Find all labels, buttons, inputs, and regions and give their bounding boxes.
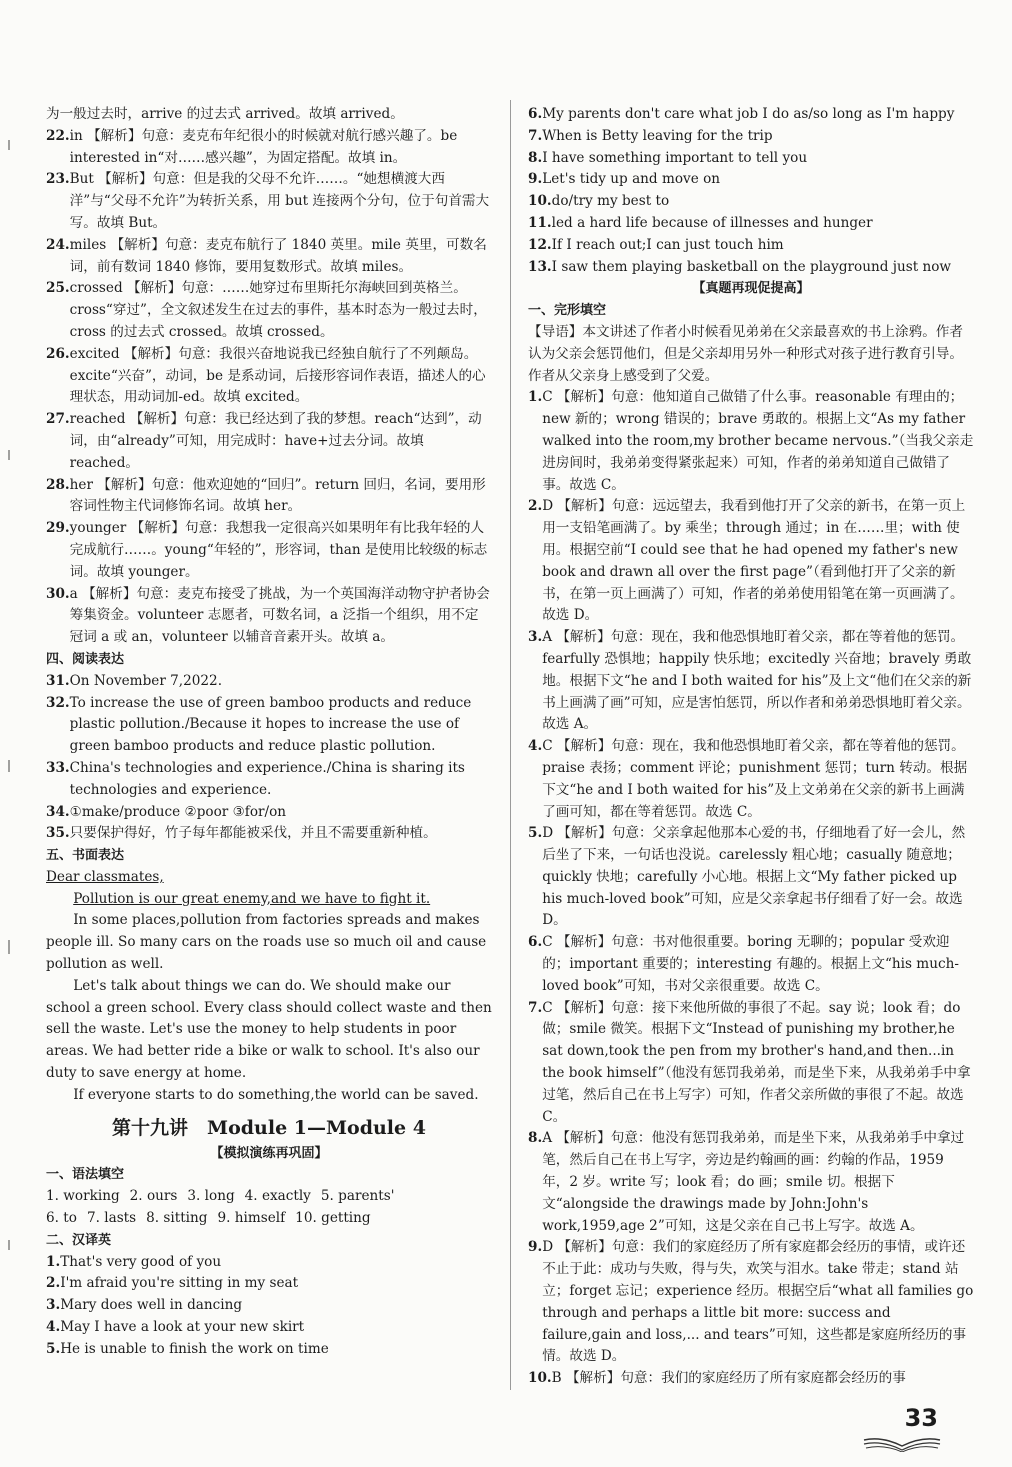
section-heading-cloze: 一、完形填空 xyxy=(528,303,607,319)
left-column xyxy=(46,104,492,1361)
answer-list xyxy=(46,104,492,649)
grammar-answer: 10. getting xyxy=(295,1210,371,1227)
essay-paragraph: If everyone starts to do something,the world can be saved. xyxy=(73,1086,479,1103)
page-number: 33 xyxy=(904,1404,938,1432)
list-item: 34. ①make/produce ②poor ③for/on xyxy=(46,803,287,820)
section-banner: 【真题再现促提高】 xyxy=(692,281,810,297)
list-item: 28. her 【解析】句意：他欢迎她的“回归”。return 回归，名词，要用形容词性物主代词修饰名词。故填 her。 xyxy=(46,476,486,515)
list-item: 13. I saw them playing basketball on the playground just now xyxy=(528,258,952,275)
binding-marks-icon xyxy=(4,120,14,1400)
list-item: 35. 只要保护得好，竹子每年都能被采伐，并且不需要重新种植。 xyxy=(46,825,437,842)
grammar-answer: 8. sitting xyxy=(146,1210,208,1227)
grammar-answer: 3. long xyxy=(187,1188,235,1205)
list-item: 为一般过去时，arrive 的过去式 arrived。故填 arrived。 xyxy=(46,106,404,122)
open-book-icon xyxy=(862,1436,942,1452)
list-item: 26. excited 【解析】句意：我很兴奋地说我已经独自航行了不列颠岛。excite“兴奋”，动词，be 是系动词，后接形容词作表语，描述人的心理状态，用动词加-ed。故填 excited。 xyxy=(46,345,486,406)
column-divider xyxy=(510,100,511,1390)
list-item: 2. I'm afraid you're sitting in my seat xyxy=(46,1275,299,1292)
list-item: 3. A 【解析】句意：现在，我和他恐惧地盯着父亲，都在等着他的惩罚。fearfully 恐惧地；happily 快乐地；excitedly 兴奋地；bravely 勇敢地。根据下文“he and I both waited for his”及上文“他们在父亲的新书上画满了画”可知，应是害怕惩罚，所以作者和弟弟恐惧地盯着父亲。故选 A。 xyxy=(528,629,972,733)
list-item: 8. I have something important to tell you xyxy=(528,149,808,166)
grammar-answer: 9. himself xyxy=(217,1210,286,1227)
section-banner: 【模拟演练再巩固】 xyxy=(210,1145,328,1161)
right-column xyxy=(528,104,974,1390)
translation-answers xyxy=(528,104,974,278)
list-item: 11. led a hard life because of illnesses and hunger xyxy=(528,214,873,231)
list-item: 4. May I have a look at your new skirt xyxy=(46,1319,305,1336)
section-heading-grammar: 一、语法填空 xyxy=(46,1167,125,1183)
grammar-answer: 1. working xyxy=(46,1188,120,1205)
list-item: 32. To increase the use of green bamboo products and reduce plastic pollution./Because it hopes to increase the use of green bamboo products and reduce plastic pollution. xyxy=(46,694,472,755)
list-item: 12. If I reach out;I can just touch him xyxy=(528,236,784,253)
list-item: 33. China's technologies and experience./China is sharing its technologies and experience. xyxy=(46,759,465,798)
essay-salutation: Dear classmates, xyxy=(46,868,164,885)
list-item: 3. Mary does well in dancing xyxy=(46,1297,243,1314)
list-item: 23. But 【解析】句意：但是我的父母不允许……。“她想横渡大西洋”与“父母不允许”为转折关系，用 but 连接两个分句，位于句首需大写。故填 But。 xyxy=(46,171,490,231)
list-item: 7. When is Betty leaving for the trip xyxy=(528,127,773,144)
essay-paragraph: In some places,pollution from factories spreads and makes people ill. So many cars on the roads use so much oil and cause pollution as well. xyxy=(46,912,487,973)
list-item: 8. A 【解析】句意：他没有惩罚我弟弟，而是坐下来，从我弟弟手中拿过笔，然后自己在书上写字，旁边是约翰画的画：约翰的作品，1959 年，2 岁。write 写；look 看；do 画；smile 切。根据下文“alongside the drawings made by John:John's work,1959,age 2”可知，这是父亲在自己书上写字。故选 A。 xyxy=(528,1130,965,1234)
grammar-answer: 7. lasts xyxy=(86,1210,137,1227)
list-item: 24. miles 【解析】句意：麦克布航行了 1840 英里。mile 英里，可数名词，前有数词 1840 修饰，要用复数形式。故填 miles。 xyxy=(46,236,487,275)
cloze-answers xyxy=(528,387,974,1390)
list-item: 5. D 【解析】句意：父亲拿起他那本心爱的书，仔细地看了好一会儿，然后坐了下来，一句话也没说。carelessly 粗心地；casually 随意地；quickly 快地；carefully 小心地。根据上文“My father picked up his much-loved book”可知，应是父亲拿起书仔细看了好一会。故选 D。 xyxy=(528,825,966,929)
binding-margin xyxy=(4,120,14,1400)
list-item: 2. D 【解析】句意：远远望去，我看到他打开了父亲的新书，在第一页上用一支铅笔画满了。by 乘坐；through 通过；in 在……里；with 使用。根据空前“I could see that he had opened my father's new book and drawn all over the first page”（看到他打开了父亲的新书，在第一页上画满了）可知，作者的弟弟使用铅笔在第一页画满了。故选 D。 xyxy=(528,498,966,624)
list-item: 10. do/try my best to xyxy=(528,193,670,210)
section-heading-writing: 五、书面表达 xyxy=(46,848,125,864)
grammar-answer: 2. ours xyxy=(129,1188,178,1205)
list-item: 6. My parents don't care what job I do as/so long as I'm happy xyxy=(528,106,955,122)
section-heading-translation: 二、汉译英 xyxy=(46,1232,112,1248)
list-item: 1. That's very good of you xyxy=(46,1253,222,1270)
list-item: 31. On November 7,2022. xyxy=(46,672,223,689)
grammar-answers-row xyxy=(46,1186,492,1208)
grammar-answers-row xyxy=(46,1208,492,1230)
reading-answers xyxy=(46,671,492,845)
list-item: 6. C 【解析】句意：书对他很重要。boring 无聊的；popular 受欢迎的；important 重要的；interesting 有趣的。根据上文“his much-loved book”可知，书对父亲很重要。故选 C。 xyxy=(528,934,959,994)
list-item: 22. in 【解析】句意：麦克布年纪很小的时候就对航行感兴趣了。be interested in“对……感兴趣”，为固定搭配。故填 in。 xyxy=(46,127,458,166)
list-item: 4. C 【解析】句意：现在，我和他恐惧地盯着父亲，都在等着他的惩罚。praise 表扬；comment 评论；punishment 惩罚；turn 转动。根据下文“he and I both waited for his”及上文弟弟在父亲的新书上画满了画可知，都在等着惩罚。故选 C。 xyxy=(528,738,968,820)
list-item: 9. D 【解析】句意：我们的家庭经历了所有家庭都会经历的事情，或许还不止于此：成功与失败，得与失，欢笑与泪水。take 带走；stand 站立；forget 忘记；experience 经历。根据空后“what all families go through and perhaps a little bit more: success and failure,gain and loss,... and tears”可知，这些都是家庭所经历的事情。故选 D。 xyxy=(528,1239,974,1365)
grammar-answer: 4. exactly xyxy=(244,1188,311,1205)
list-item: 30. a 【解析】句意：麦克布接受了挑战，为一个英国海洋动物守护者协会筹集资金。volunteer 志愿者，可数名词，a 泛指一个组织，用不定冠词 a 或 an，volunteer 以辅音音素开头。故填 a。 xyxy=(46,585,490,646)
intro-paragraph: 【导语】本文讲述了作者小时候看见弟弟在父亲最喜欢的书上涂鸦。作者认为父亲会惩罚他们，但是父亲却用另外一种形式对孩子进行教育引导。作者从父亲身上感受到了父爱。 xyxy=(528,323,963,384)
list-item: 9. Let's tidy up and move on xyxy=(528,171,721,188)
list-item: 29. younger 【解析】句意：我想我一定很高兴如果明年有比我年轻的人完成航行……。young“年轻的”，形容词，than 是使用比较级的标志词。故填 younger。 xyxy=(46,520,488,580)
section-heading-reading: 四、阅读表达 xyxy=(46,651,125,667)
list-item: 25. crossed 【解析】句意：……她穿过布里斯托尔海峡回到英格兰。cross“穿过”，全文叙述发生在过去的事件，基本时态为一般过去时，cross 的过去式 crossed。故填 crossed。 xyxy=(46,280,487,340)
list-item: 1. C 【解析】句意：他知道自己做错了什么事。reasonable 有理由的；new 新的；wrong 错误的；brave 勇敢的。根据上文“As my father walked into the room,my brother became nervous.”（当我父亲走进房间时，我弟弟变得紧张起来）可知，作者的弟弟知道自己做错了事。故选 C。 xyxy=(528,389,974,493)
list-item: 10. B 【解析】句意：我们的家庭经历了所有家庭都会经历的事 xyxy=(528,1370,906,1387)
grammar-answer: 6. to xyxy=(46,1210,77,1227)
grammar-answer: 5. parents' xyxy=(320,1188,395,1205)
chapter-title: 第十九讲 Module 1—Module 4 xyxy=(112,1116,426,1139)
list-item: 27. reached 【解析】句意：我已经达到了我的梦想。reach“达到”，动词，由“already”可知，用完成时：have+过去分词。故填 reached。 xyxy=(46,411,482,471)
essay-paragraph: Let's talk about things we can do. We should make our school a green school. Every class should collect waste and then sell the waste. Let's use the money to help students in poor areas. We had better ride a bike or walk to school. It's also our duty to save energy at home. xyxy=(46,977,492,1082)
translation-answers xyxy=(46,1252,492,1361)
list-item: 7. C 【解析】句意：接下来他所做的事很了不起。say 说；look 看；do 做；smile 微笑。根据下文“Instead of punishing my brother,he sat down,took the pen from my brother's hand,and then...in the book himself”（他没有惩罚我弟弟，而是坐下来，从我弟弟手中拿过笔，然后自己在书上写字）可知，作者父亲所做的事很了不起。故选 C。 xyxy=(528,999,971,1125)
essay-title: Pollution is our great enemy,and we have to fight it. xyxy=(73,890,431,907)
list-item: 5. He is unable to finish the work on time xyxy=(46,1340,329,1357)
